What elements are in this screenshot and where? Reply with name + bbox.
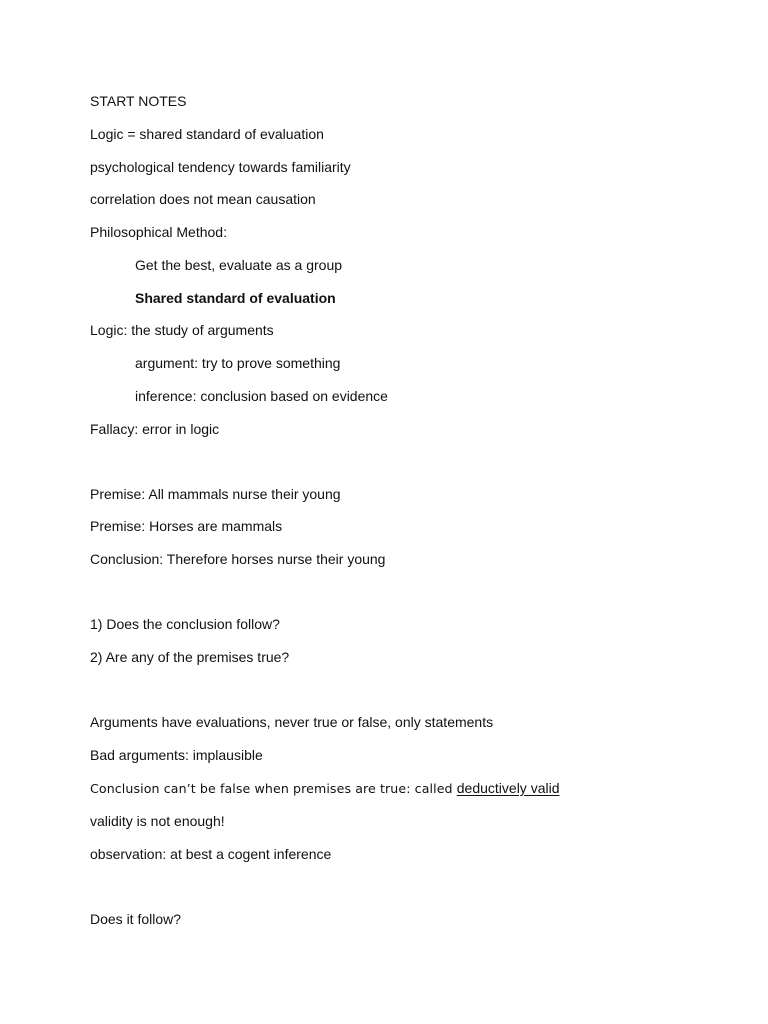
note-line: psychological tendency towards familiarity <box>90 159 351 175</box>
definition-line <box>90 779 560 798</box>
question-line: 2) Are any of the premises true? <box>90 649 290 665</box>
note-line: Fallacy: error in logic <box>90 421 220 437</box>
note-line: Philosophical Method: <box>90 224 227 240</box>
note-line: Does it follow? <box>90 911 182 927</box>
premise-line: Premise: All mammals nurse their young <box>90 486 341 502</box>
definition-text: Conclusion can’t be false when premises are true: called <box>90 781 457 796</box>
note-line-indented: Get the best, evaluate as a group <box>135 257 343 273</box>
notes-heading: START NOTES <box>90 93 187 109</box>
note-line-indented: argument: try to prove something <box>135 355 341 371</box>
conclusion-line: Conclusion: Therefore horses nurse their young <box>90 551 386 567</box>
note-line: Logic: the study of arguments <box>90 322 274 338</box>
note-line: validity is not enough! <box>90 813 225 829</box>
note-line: observation: at best a cogent inference <box>90 846 332 862</box>
note-line: Bad arguments: implausible <box>90 747 263 763</box>
note-line: correlation does not mean causation <box>90 191 316 207</box>
note-line-indented: inference: conclusion based on evidence <box>135 388 388 404</box>
premise-line: Premise: Horses are mammals <box>90 518 283 534</box>
note-line: Arguments have evaluations, never true or false, only statements <box>90 714 494 730</box>
question-line: 1) Does the conclusion follow? <box>90 616 280 632</box>
note-line-emphasis: Shared standard of evaluation <box>135 290 336 306</box>
definition-term: deductively valid <box>456 780 560 796</box>
note-line: Logic = shared standard of evaluation <box>90 126 324 142</box>
